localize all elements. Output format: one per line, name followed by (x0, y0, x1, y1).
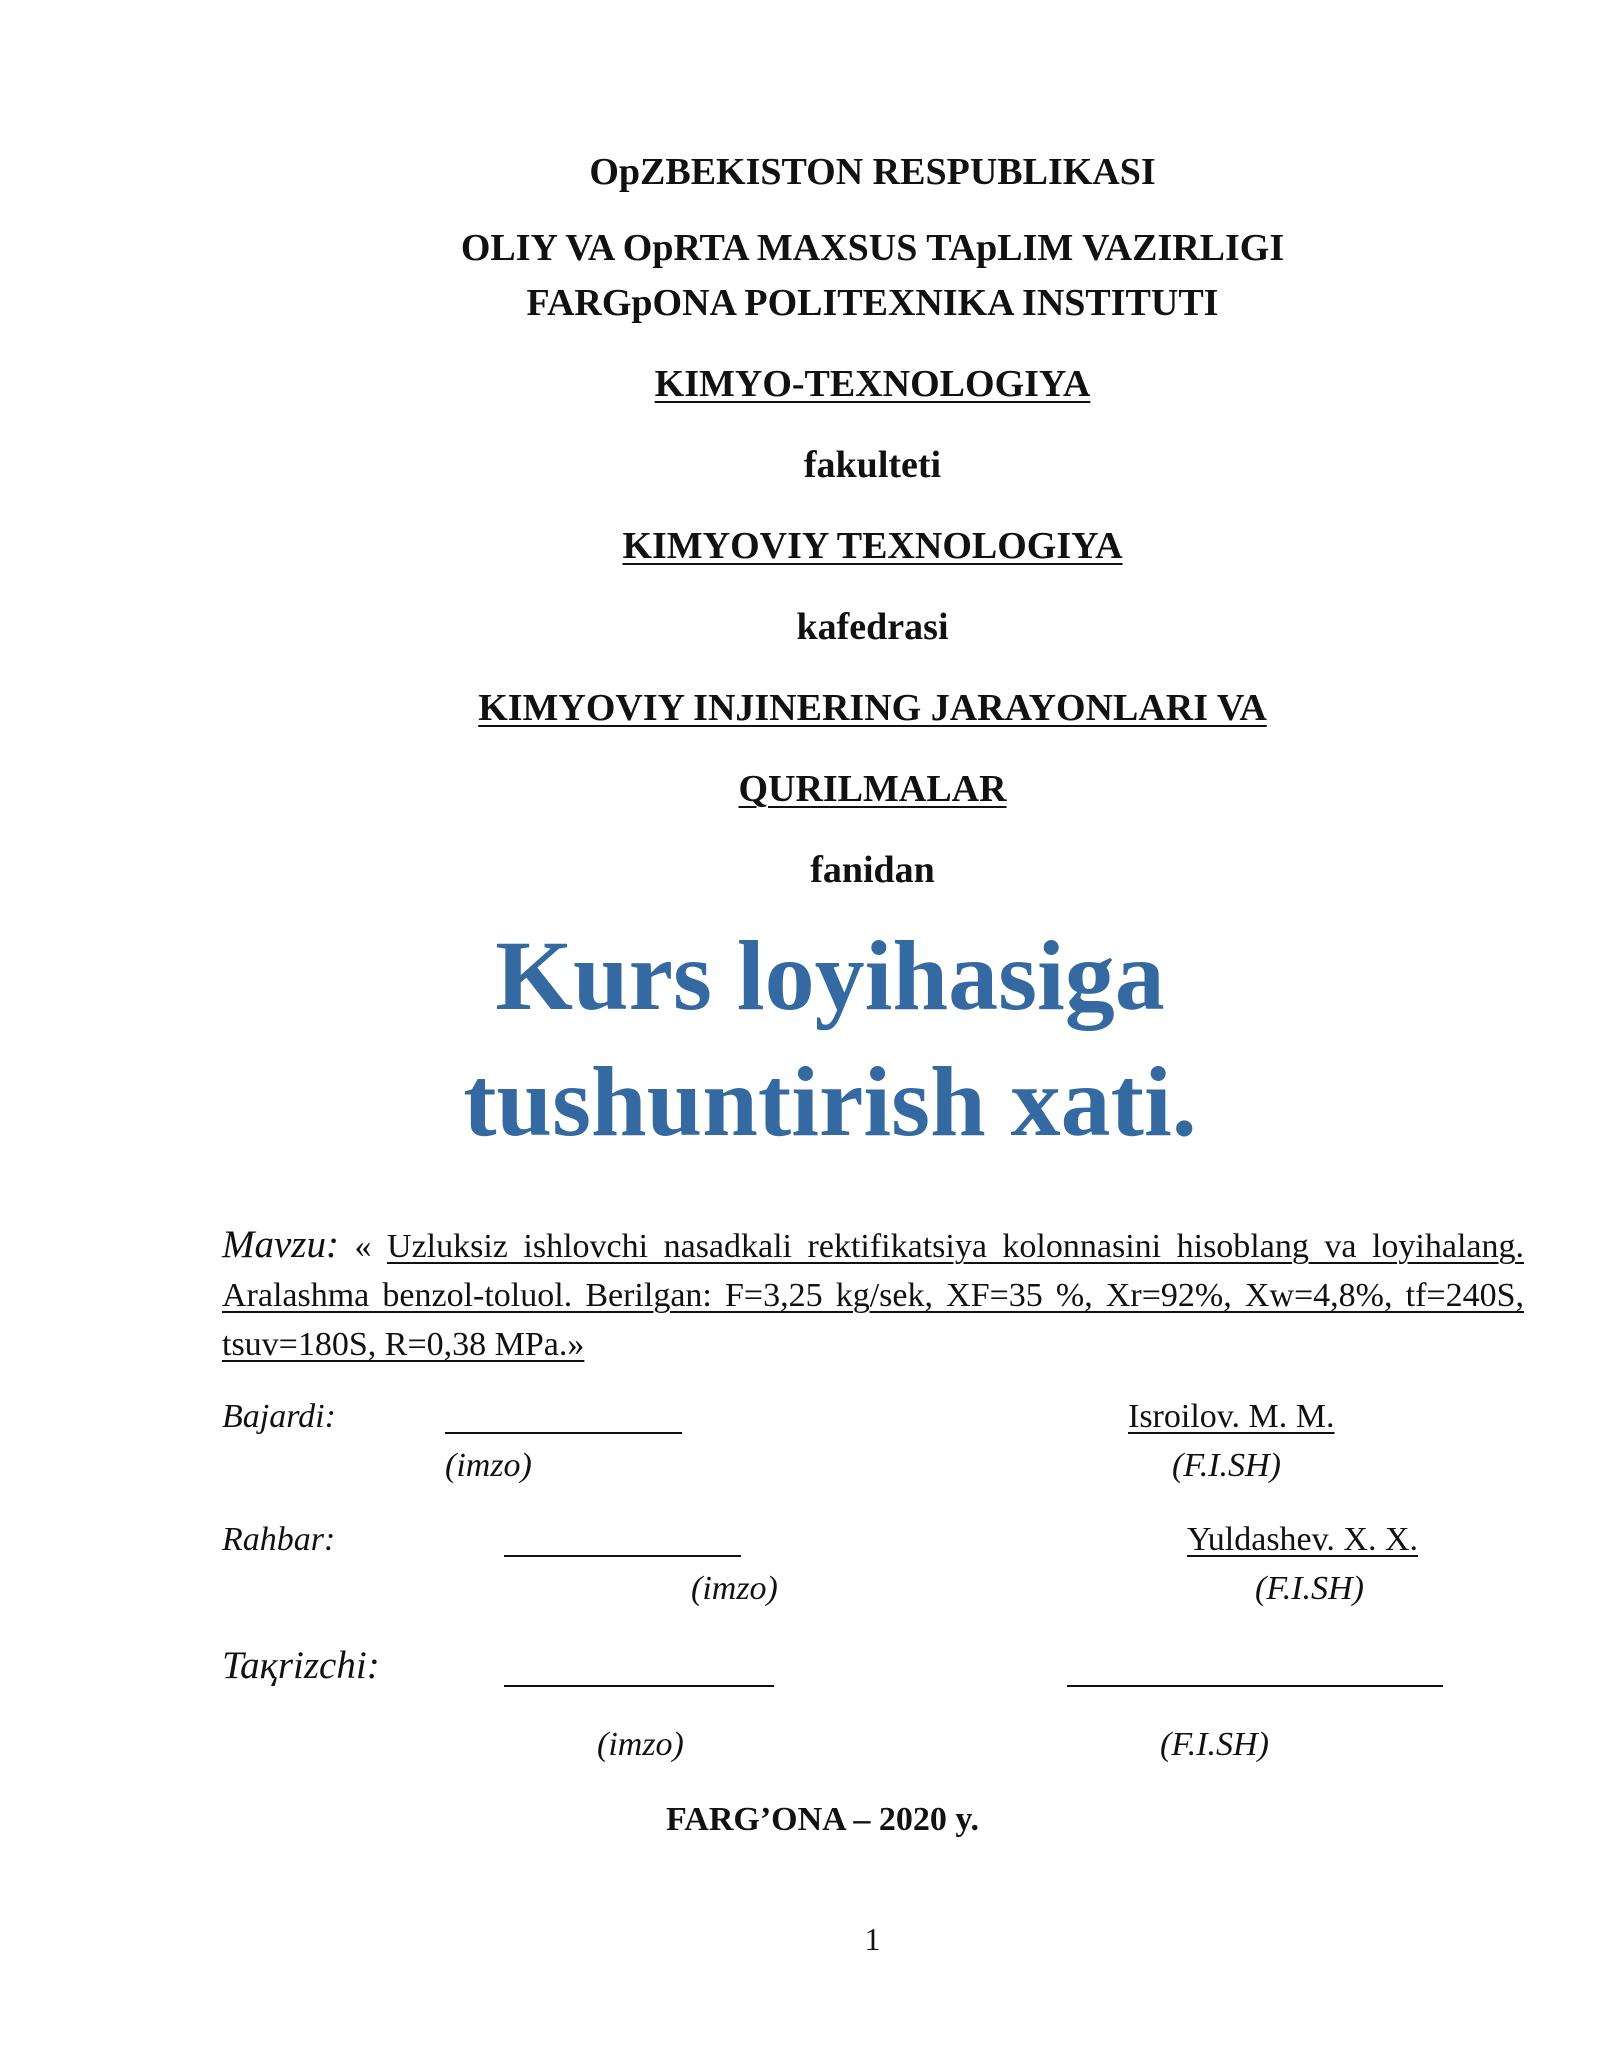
performer-name-caption: (F.I.SH) (1172, 1447, 1281, 1484)
document-title-line-1: Kurs loyihasiga (495, 920, 1165, 1031)
subject-line-2 (0, 765, 1600, 813)
republic-heading: OpZBEKISTON RESPUBLIKASI (589, 151, 1156, 193)
supervisor-sign-caption: (imzo) (691, 1570, 778, 1607)
page-number: 1 (864, 1921, 881, 1957)
supervisor-name-caption: (F.I.SH) (1255, 1570, 1364, 1607)
department-name-text: KIMYOVIY TEXNOLOGIYA (622, 525, 1123, 567)
performer-sign-caption: (imzo) (445, 1447, 532, 1484)
topic-text: Uzluksiz ishlovchi nasadkali rektifikatsiya kolonnasini hisoblang va loyihalang. Aralashma benzol-toluol. Berilgan: F=3,25 kg/sek, XF=35 %, Xr=92%, Xw=4,8%, tf=240S, tsuv=180S, R=0,38 MPa.» (222, 1228, 1524, 1363)
performer-label: Bajardi: (222, 1398, 336, 1435)
document-title-line-2: tushuntirish xati. (463, 1046, 1197, 1157)
topic-open-quote: « (354, 1228, 372, 1265)
performer-signature-line (445, 1432, 682, 1434)
faculty-name-text: KIMYO-TEXNOLOGIYA (654, 363, 1091, 405)
topic-paragraph (222, 1220, 1524, 1369)
reviewer-sign-caption: (imzo) (597, 1726, 684, 1763)
faculty-word: fakulteti (803, 444, 942, 486)
institute-heading: FARGpONA POLITEXNIKA INSTITUTI (526, 282, 1219, 324)
subject-line-1 (0, 684, 1600, 732)
subject-line-1-text: KIMYOVIY INJINERING JARAYONLARI VA (478, 687, 1267, 729)
performer-name: Isroilov. M. M. (1128, 1398, 1335, 1435)
department-word: kafedrasi (796, 606, 949, 648)
reviewer-name-caption: (F.I.SH) (1160, 1726, 1269, 1763)
reviewer-name-line (1067, 1685, 1443, 1687)
subject-word: fanidan (810, 849, 935, 891)
reviewer-signature-line (504, 1685, 774, 1687)
subject-line-2-text: QURILMALAR (738, 768, 1007, 810)
supervisor-name: Yuldashev. X. X. (1187, 1521, 1419, 1558)
supervisor-label: Rahbar: (222, 1521, 336, 1558)
topic-label: Mavzu: (222, 1223, 339, 1266)
reviewer-label: Taқrizchi: (222, 1644, 380, 1687)
faculty-name (0, 360, 1600, 408)
ministry-heading: OLIY VA OpRTA MAXSUS TApLIM VAZIRLIGI (460, 227, 1285, 269)
city-year: FARG’ONA – 2020 y. (666, 1801, 979, 1838)
supervisor-signature-line (504, 1555, 741, 1557)
department-name (0, 522, 1600, 570)
